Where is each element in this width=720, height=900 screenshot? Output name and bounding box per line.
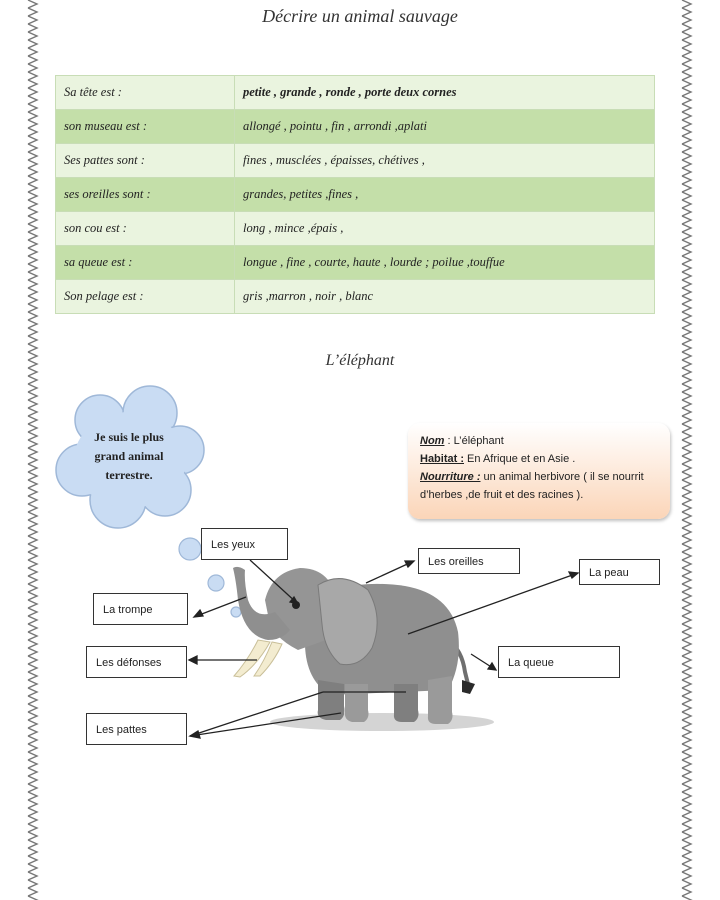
row-value: petite , grande , ronde , porte deux cornes — [235, 76, 655, 110]
info-nom — [420, 432, 658, 450]
nourriture-label: Nourriture : — [420, 471, 481, 483]
label-oreilles: Les oreilles — [418, 548, 520, 574]
label-yeux: Les yeux — [201, 528, 288, 560]
nom-label: Nom — [420, 435, 445, 447]
row-label: Sa tête est : — [56, 76, 235, 110]
row-value: allongé , pointu , fin , arrondi ,aplati — [235, 110, 655, 144]
cloud-line: Je suis le plus — [94, 430, 164, 444]
label-queue: La queue — [498, 646, 620, 678]
bubble-medium — [208, 575, 224, 591]
bubble-large — [179, 538, 201, 560]
nom-value: : L’éléphant — [444, 435, 504, 447]
row-value: fines , musclées , épaisses, chétives , — [235, 144, 655, 178]
row-label: son museau est : — [56, 110, 235, 144]
cloud-caption — [74, 428, 184, 485]
bubble-small — [231, 607, 241, 617]
label-defenses: Les défonses — [86, 646, 187, 678]
info-card — [408, 423, 670, 519]
elephant-subtitle: L’éléphant — [325, 352, 395, 369]
row-value: gris ,marron , noir , blanc — [235, 280, 655, 314]
habitat-value: En Afrique et en Asie . — [464, 453, 576, 465]
row-label: Ses pattes sont : — [56, 144, 235, 178]
cloud-line: terrestre. — [105, 468, 153, 482]
elephant-illustration — [233, 567, 494, 731]
row-value: grandes, petites ,fines , — [235, 178, 655, 212]
nourriture-value: un animal herbivore ( il se nourrit d’herbes ,de fruit et des racines ). — [420, 471, 644, 501]
row-label: ses oreilles sont : — [56, 178, 235, 212]
info-nourriture — [420, 468, 658, 504]
label-pattes: Les pattes — [86, 713, 187, 745]
row-value: long , mince ,épais , — [235, 212, 655, 246]
habitat-label: Habitat : — [420, 453, 464, 465]
label-trompe: La trompe — [93, 593, 188, 625]
row-label: sa queue est : — [56, 246, 235, 280]
page-title: Décrire un animal sauvage — [262, 6, 458, 26]
row-value: longue , fine , courte, haute , lourde ; poilue ,touffue — [235, 246, 655, 280]
cloud-line: grand animal — [94, 449, 164, 463]
info-habitat — [420, 450, 658, 468]
label-peau: La peau — [579, 559, 660, 585]
row-label: Son pelage est : — [56, 280, 235, 314]
row-label: son cou est : — [56, 212, 235, 246]
